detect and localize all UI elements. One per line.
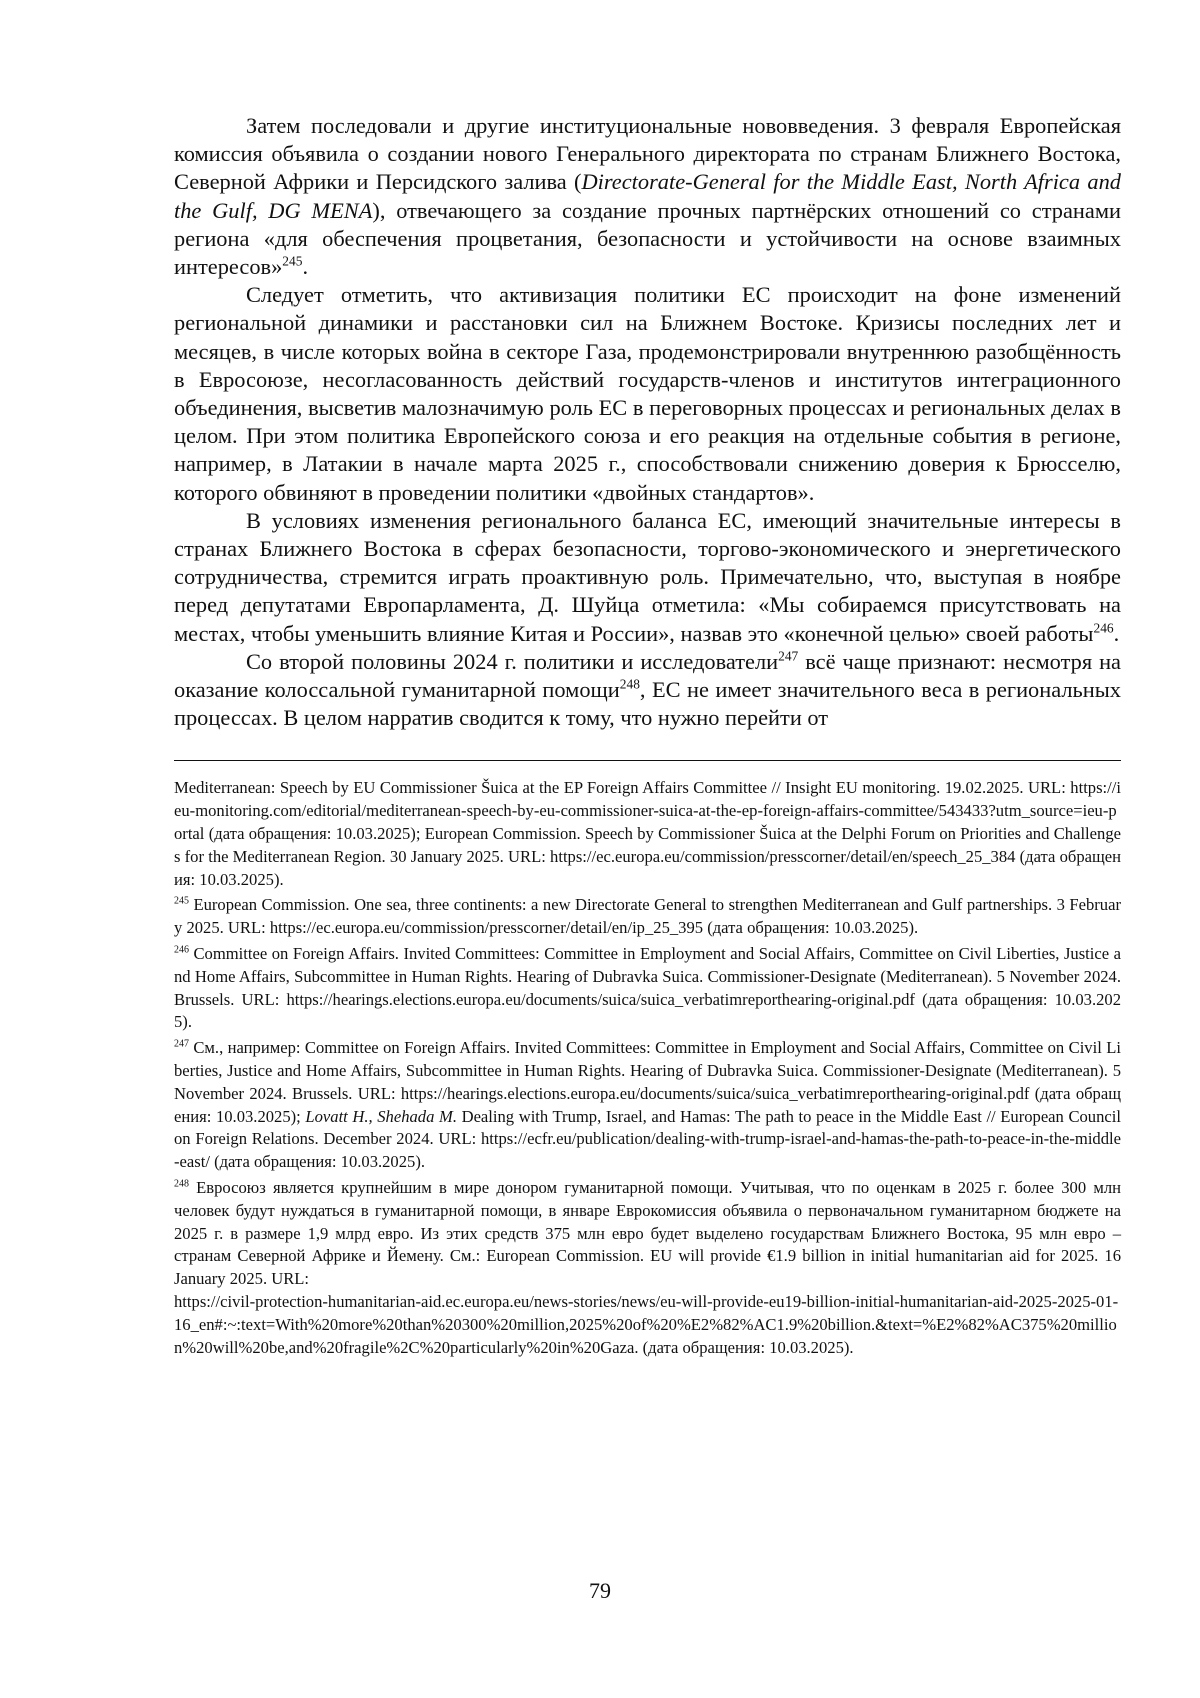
footnote-url-line-2[interactable]: 16_en#:~:text=With%20more%20than%20300%20million,2025%20of%20%E2%82%AC1.9%20billion.&text=%E2%82%AC375%20million%20will%20be,and%20fragile%2C%20particularly%20in%20Gaza. [174, 1314, 1117, 1357]
paragraph-text: ), отвечающего за создание прочных партнёрских отношений со странами региона «для обеспечения процветания, безопасности и устойчивости на основе взаимных интересов» [174, 197, 1121, 280]
page [174, 112, 1121, 1362]
italic-term: Directorate-General for the Middle East, North Africa and the Gulf, DG MENA [174, 169, 1121, 223]
paragraph-1 [174, 112, 1121, 281]
footnote-authors: Lovatt H., Shehada M. [305, 1106, 457, 1126]
footnote-number: 247 [174, 1038, 189, 1050]
footnote-ref-246[interactable]: 246 [1093, 620, 1114, 636]
footnote-number: 248 [174, 1178, 189, 1190]
footnote-text: Евросоюз является крупнейшим в мире донором гуманитарной помощи. Учитывая, что по оценкам в 2025 г. более 300 млн человек будут нуждаться в гуманитарной помощи, в январе Еврокомиссия объявила о первоначальном гуманитарном бюджете на 2025 г. в размере 1,9 млрд евро. Из этих средств 375 млн евро будет выделено государствам Ближнего Востока, 95 млн евро – странам Северной Африке и Йемену. См.: European Commission. EU will provide €1.9 billion in initial humanitarian aid for 2025. 16 January 2025. URL: [174, 1178, 1121, 1289]
footnote-separator [174, 760, 1121, 761]
footnote-245 [174, 894, 1121, 940]
paragraph-text: . [1113, 620, 1120, 646]
footnote-url-line-1[interactable]: https://civil-protection-humanitarian-aid.ec.europa.eu/news-stories/news/eu-will-provide-eu19-billion-initial-humanitarian-aid-2025-2025-01- [174, 1292, 1119, 1311]
paragraph-text: , ЕС не имеет значительного веса в региональных процессах. В целом нарратив сводится к тому, что нужно перейти от [174, 677, 1121, 731]
footnote-text: Dealing with Trump, Israel, and Hamas: The path to peace in the Middle East // European Council on Foreign Relations. December 2024. URL: https://ecfr.eu/publication/dealing-with-trump-israel-and-hamas-the-path-to-peace-in-the-middle-east/ (дата обращения: 10.03.2025). [174, 1106, 1121, 1172]
paragraph-text: В условиях изменения регионального баланса ЕС, имеющий значительные интересы в странах Ближнего Востока в сферах безопасности, торгово-экономического и энергетического сотрудничества, стремится играть проактивную роль. Примечательно, что, выступая в ноябре перед депутатами Европарламента, Д. Шуйца отметила: «Мы собираемся присутствовать на местах, чтобы уменьшить влияние Китая и России», назвав это «конечной целью» своей работы [174, 507, 1121, 646]
paragraph-text: Следует отметить, что активизация политики ЕС происходит на фоне изменений региональной динамики и расстановки сил на Ближнем Востоке. Кризисы последних лет и месяцев, в числе которых война в секторе Газа, продемонстрировали внутреннюю разобщённость в Евросоюзе, несогласованность действий государств-членов и институтов интеграционного объединения, высветив малозначимую роль ЕС в переговорных процессах и региональных делах в целом. При этом политика Европейского союза и его реакция на отдельные события в регионе, например, в Латакии в начале марта 2025 г., способствовали снижению доверия к Брюсселю, которого обвиняют в проведении политики «двойных стандартов». [174, 282, 1121, 505]
body-text [174, 112, 1121, 732]
footnote-text: См., например: Committee on Foreign Affairs. Invited Committees: Committee in Employment and Social Affairs, Committee on Civil Liberties, Justice and Home Affairs, Subcommittee in Human Rights. Hearing of Dubravka Suica. Commissioner-Designate (Mediterranean). 5 November 2024. Brussels. URL: https://hearings.elections.europa.eu/documents/suica/suica_verbatimreporthearing-original.pdf (дата обращения: 10.03.2025); [174, 1038, 1122, 1126]
footnote-text: Mediterranean: Speech by EU Commissioner Šuica at the EP Foreign Affairs Committee // Insight EU monitoring. 19.02.2025. URL: https://ieu-monitoring.com/editorial/mediterranean-speech-by-eu-commissioner-suica-at-the-ep-foreign-affairs-committee/543433?utm_source=ieu-portal (дата обращения: 10.03.2025); European Commission. Speech by Commissioner Šuica at the Delphi Forum on Priorities and Challenges for the Mediterranean Region. 30 January 2025. URL: https://ec.europa.eu/commission/presscorner/detail/en/speech_25_384 (дата обращения: 10.03.2025). [174, 778, 1121, 889]
paragraph-4 [174, 648, 1121, 733]
footnote-text: (дата обращения: 10.03.2025). [638, 1337, 854, 1357]
paragraph-text: Затем последовали и другие институциональные нововведения. 3 февраля Европейская комиссия объявила о создании нового Генерального директората по странам Ближнего Востока, Северной Африки и Персидского залива ( [174, 113, 1121, 195]
footnote-ref-247[interactable]: 247 [778, 648, 799, 664]
footnote-number: 245 [174, 895, 189, 907]
paragraph-2 [174, 281, 1121, 507]
footnote-ref-245[interactable]: 245 [282, 253, 303, 269]
footnote-ref-248[interactable]: 248 [619, 676, 640, 692]
footnotes [174, 777, 1121, 1359]
paragraph-text: Со второй половины 2024 г. политики и исследователи [246, 648, 779, 674]
paragraph-3 [174, 507, 1121, 648]
footnote-248 [174, 1177, 1121, 1359]
footnote-number: 246 [174, 944, 189, 956]
page-number: 79 [589, 1578, 611, 1603]
paragraph-text: . [302, 254, 309, 280]
footnote-247 [174, 1037, 1121, 1174]
footnote-text: European Commission. One sea, three continents: a new Directorate General to strengthen Mediterranean and Gulf partnerships. 3 February 2025. URL: https://ec.europa.eu/commission/presscorner/detail/en/ip_25_395 (дата обращения: 10.03.2025). [174, 895, 1121, 938]
footnote-text: Committee on Foreign Affairs. Invited Committees: Committee in Employment and Social Affairs, Committee on Civil Liberties, Justice and Home Affairs, Subcommittee in Human Rights. Hearing of Dubravka Suica. Commissioner-Designate (Mediterranean). 5 November 2024. Brussels. URL: https://hearings.elections.europa.eu/documents/suica/suica_verbatimreporthearing-original.pdf (дата обращения: 10.03.2025). [174, 944, 1121, 1032]
footnote-continued [174, 777, 1121, 891]
footnote-246 [174, 943, 1121, 1034]
paragraph-text: всё чаще признают: несмотря на оказание колоссальной гуманитарной помощи [174, 648, 1121, 703]
